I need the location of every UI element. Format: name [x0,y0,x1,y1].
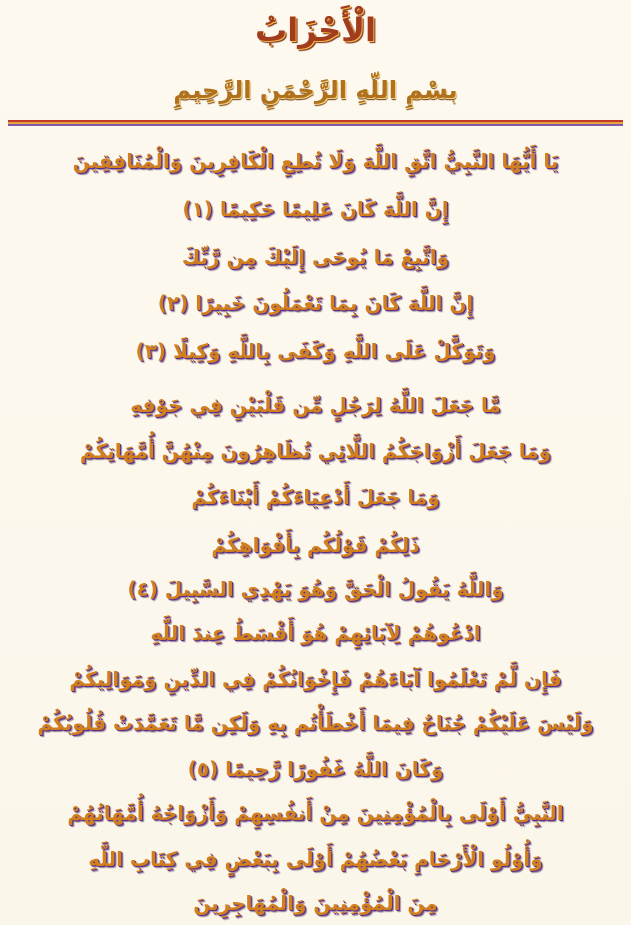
verse-line: ذَلِكُمْ قَوْلُكُم بِأَفْوَاهِكُمْ [211,533,420,557]
verse-line: وَمَا جَعَلَ أَزْوَاجَكُمُ اللَّائِي تُظَاهِرُونَ مِنْهُنَّ أُمَّهَاتِكُمْ [79,439,552,463]
verse-line: مَّا جَعَلَ اللَّهُ لِرَجُلٍ مِّن قَلْبَيْنِ فِي جَوْفِهِ [130,393,501,417]
surah-title: الْأَحْزَابُ [255,11,376,49]
divider-line-purple [8,124,623,126]
verse-line: وَكَانَ اللَّهُ غَفُورًا رَّحِيمًا (٥) [187,757,444,781]
divider [8,120,623,126]
verse-line: وَاتَّبِعْ مَا يُوحَى إِلَيْكَ مِن رَّبِّكَ [181,245,450,269]
verse-line: مِنَ الْمُؤْمِنِينَ وَالْمُهَاجِرِينَ [193,891,438,915]
verse-line: ادْعُوهُمْ لِآبَائِهِمْ هُوَ أَقْسَطُ عِندَ اللَّهِ [150,621,481,645]
verse-line: وَمَا جَعَلَ أَدْعِيَاءَكُمْ أَبْنَاءَكُمْ [191,485,440,509]
verse-line: إِنَّ اللَّهَ كَانَ بِمَا تَعْمَلُونَ خَبِيرًا (٢) [157,291,474,315]
verse-line: وَتَوَكَّلْ عَلَى اللَّهِ وَكَفَى بِاللَّهِ وَكِيلًا (٣) [135,339,496,363]
basmala: بسْمِ اللّهِ الرَّحْمَنِ الرَّحِيمِ [173,76,458,104]
verse-line: إِنَّ اللَّهَ كَانَ عَلِيمًا حَكِيمًا (١) [182,197,449,221]
verse-line: وَلَيْسَ عَلَيْكُمْ جُنَاحٌ فِيمَا أَخْطَأْتُم بِهِ وَلَكِن مَّا تَعَمَّدَتْ قُلُوبُكُمْ [37,711,594,735]
verse-line: يَا أَيُّهَا النَّبِيُّ اتَّقِ اللَّهَ وَلَا تُطِعِ الْكَافِرِينَ وَالْمُنَافِقِينَ [72,149,559,173]
verse-line: فَإِن لَّمْ تَعْلَمُوا آبَاءَهُمْ فَإِخْوَانُكُمْ فِي الدِّينِ وَمَوَالِيكُمْ [69,667,562,691]
verse-line: وَأُوْلُو الْأَرْحَامِ بَعْضُهُمْ أَوْلَى بِبَعْضٍ فِي كِتَابِ اللَّهِ [88,847,543,871]
verse-line: النَّبِيُّ أَوْلَى بِالْمُؤْمِنِينَ مِنْ أَنفُسِهِمْ وَأَزْوَاجُهُ أُمَّهَاتُهُمْ [67,801,564,825]
verse-line: وَاللَّهُ يَقُولُ الْحَقَّ وَهُوَ يَهْدِي السَّبِيلَ (٤) [127,577,504,601]
